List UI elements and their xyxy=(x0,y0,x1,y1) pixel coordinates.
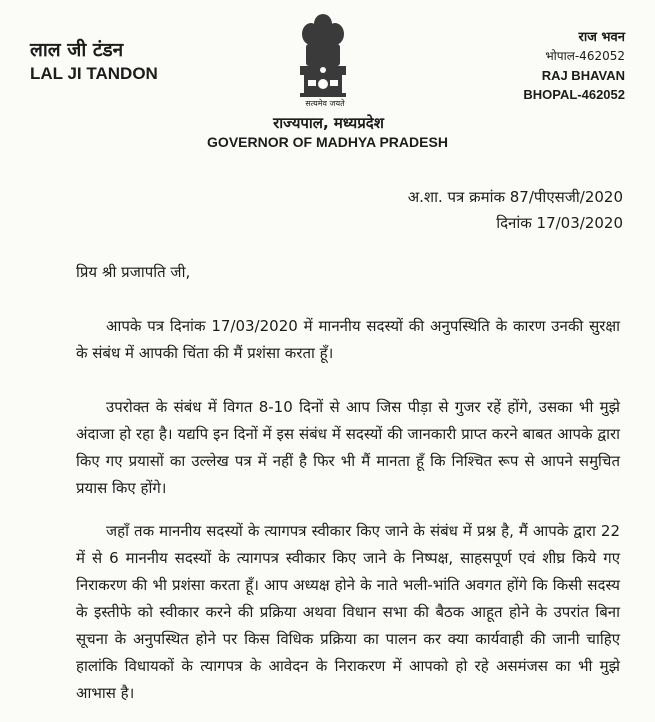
sender-name-english: LAL JI TANDON xyxy=(30,64,158,83)
national-emblem-icon xyxy=(292,8,354,108)
body-paragraph-3: जहाँ तक माननीय सदस्यों के त्यागपत्र स्वीकार किए जाने के संबंध में प्रश्न है, मैं आपके द्वारा 22 में से 6 माननीय सदस्यों के त्यागपत्र स्वीकार किए जाने के निष्पक्ष, साहसपूर्ण एवं शीघ्र किये गए निराकरण की भी प्रशंसा करता हूँ। आप अध्यक्ष होने के नाते भली-भांति अवगत होंगे कि किसी सदस्य के इस्तीफे को स्वीकार करने की प्रक्रिया अथवा विधान सभा की बैठक आहूत होने के उपरांत बिना सूचना के अनुपस्थित होने पर किस विधिक प्रक्रिया का पालन कर क्या कार्यवाही की जानी चाहिए हालांकि विधायकों के त्यागपत्र के आवेदन के निराकरण में आपको हो रहे असमंजस का भी मुझे आभास है। xyxy=(76,522,620,702)
letter-date: दिनांक 17/03/2020 xyxy=(496,214,623,232)
salutation: प्रिय श्री प्रजापति जी, xyxy=(76,263,191,281)
office-address xyxy=(523,28,625,104)
address-english-line1: RAJ BHAVAN xyxy=(541,68,625,83)
office-title-hindi: राज्यपाल, मध्यप्रदेश xyxy=(273,114,384,132)
address-english-line2: BHOPAL-462052 xyxy=(523,87,625,102)
letter-number: अ.शा. पत्र क्रमांक 87/पीएसजी/2020 xyxy=(407,188,623,206)
letter-reference xyxy=(408,184,623,236)
address-hindi-line2: भोपाल-462052 xyxy=(545,49,625,63)
office-title-english: GOVERNOR OF MADHYA PRADESH xyxy=(207,134,448,150)
body-paragraph-1: आपके पत्र दिनांक 17/03/2020 में माननीय सदस्यों की अनुपस्थिति के कारण उनकी सुरक्षा के संबंध में आपकी चिंता की मैं प्रशंसा करता हूँ। xyxy=(76,317,620,362)
address-hindi-line1: राज भवन xyxy=(578,30,625,45)
emblem-motto: सत्यमेव जयते xyxy=(305,99,345,108)
sender-name-hindi: लाल जी टंडन xyxy=(30,39,124,61)
body-paragraph-2: उपरोक्त के संबंध में विगत 8-10 दिनों से आप जिस पीड़ा से गुजर रहें होंगे, उसका भी मुझे अंदाजा हो रहा है। यद्यपि इन दिनों में इस संबंध में सदस्यों की जानकारी प्राप्त करने बाबत आपके द्वारा किए गए प्रयासों का उल्लेख पत्र में नहीं है फिर भी मैं मानता हूँ कि निश्चित रूप से आपने समुचित प्रयास किए होंगे। xyxy=(76,398,620,497)
